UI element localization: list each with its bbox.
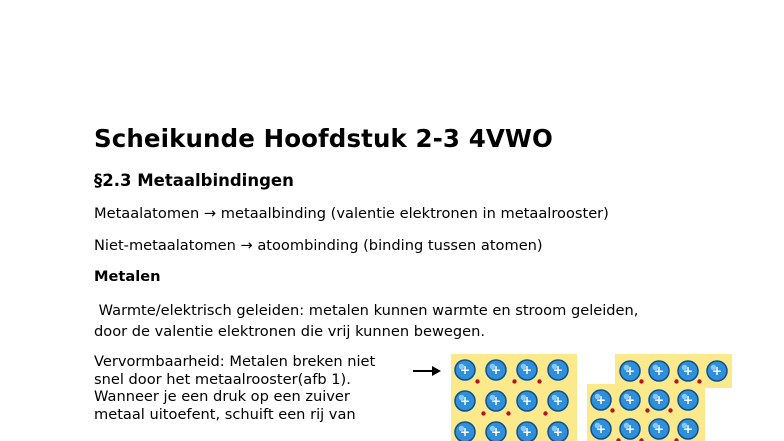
ion-charge-label: + [552, 363, 564, 377]
arrow-right-icon [412, 364, 442, 378]
electron-dot-icon [610, 408, 614, 412]
positive-ion-icon [649, 419, 669, 439]
ion-charge-label: + [552, 425, 564, 439]
electron-dot-icon [537, 379, 541, 383]
positive-ion-icon [486, 422, 506, 441]
ion-charge-label: + [490, 394, 502, 408]
positive-ion-icon [620, 390, 640, 410]
ion-charge-label: + [521, 425, 533, 439]
electron-dot-icon [475, 379, 479, 383]
ion-charge-label: + [653, 393, 665, 407]
positive-ion-icon [548, 391, 568, 411]
positive-ion-icon [649, 361, 669, 381]
paragraph-line: Vervormbaarheid: Metalen breken niet [94, 353, 376, 370]
paragraph-line: Wanneer je een druk op een zuiver [94, 388, 350, 405]
ion-charge-label: + [521, 394, 533, 408]
lattice-illustration [587, 384, 705, 441]
ion-charge-label: + [624, 393, 636, 407]
paragraph-line: metaal uitoefent, schuift een rij van [94, 405, 356, 423]
electron-dot-icon [506, 411, 510, 415]
positive-ion-icon [591, 390, 611, 410]
positive-ion-icon [620, 419, 640, 439]
paragraph-line: snel door het metaalrooster(afb 1). [94, 370, 351, 388]
section-heading: §2.3 Metaalbindingen [94, 171, 294, 190]
positive-ion-icon [678, 419, 698, 439]
positive-ion-icon [678, 390, 698, 410]
positive-ion-icon [455, 422, 475, 441]
ion-charge-label: + [521, 363, 533, 377]
positive-ion-icon [486, 391, 506, 411]
positive-ion-icon [591, 419, 611, 439]
paragraph-warmte [94, 300, 714, 342]
ion-charge-label: + [653, 422, 665, 436]
ion-charge-label: + [682, 422, 694, 436]
ion-charge-label: + [595, 393, 607, 407]
metal-lattice-image [451, 354, 577, 441]
paragraph-vervormbaarheid [94, 353, 414, 423]
ion-charge-label: + [459, 425, 471, 439]
positive-ion-icon [486, 360, 506, 380]
ion-charge-label: + [459, 394, 471, 408]
ion-charge-label: + [490, 425, 502, 439]
text-line-niet-metaalatomen: Niet-metaalatomen → atoombinding (binding tussen atomen) [94, 237, 543, 254]
lattice-illustration [615, 354, 732, 388]
ion-charge-label: + [490, 363, 502, 377]
ion-charge-label: + [459, 363, 471, 377]
electron-dot-icon [668, 408, 672, 412]
positive-ion-icon [548, 360, 568, 380]
positive-ion-icon [517, 422, 537, 441]
metal-lattice-shifted-bottom [587, 384, 705, 441]
ion-charge-label: + [552, 394, 564, 408]
metal-lattice-shifted-top [615, 354, 732, 388]
ion-charge-label: + [595, 422, 607, 436]
positive-ion-icon [455, 360, 475, 380]
positive-ion-icon [707, 361, 727, 381]
electron-dot-icon [512, 379, 516, 383]
lattice-illustration [451, 354, 577, 441]
positive-ion-icon [678, 361, 698, 381]
ion-charge-label: + [682, 393, 694, 407]
ion-charge-label: + [653, 364, 665, 378]
paragraph-line: door de valentie elektronen die vrij kunnen bewegen. [94, 323, 486, 340]
positive-ion-icon [620, 361, 640, 381]
positive-ion-icon [548, 422, 568, 441]
ion-charge-label: + [682, 364, 694, 378]
positive-ion-icon [649, 390, 669, 410]
electron-dot-icon [543, 411, 547, 415]
text-line-metaalatomen: Metaalatomen → metaalbinding (valentie elektronen in metaalrooster) [94, 205, 609, 222]
ion-charge-label: + [624, 364, 636, 378]
ion-charge-label: + [624, 422, 636, 436]
document-title: Scheikunde Hoofdstuk 2-3 4VWO [94, 124, 553, 153]
electron-dot-icon [481, 411, 485, 415]
positive-ion-icon [517, 391, 537, 411]
paragraph-line: Warmte/elektrisch geleiden: metalen kunnen warmte en stroom geleiden, [94, 302, 639, 319]
electron-dot-icon [645, 408, 649, 412]
positive-ion-icon [517, 360, 537, 380]
ion-charge-label: + [711, 364, 723, 378]
positive-ion-icon [455, 391, 475, 411]
subheading-metalen: Metalen [94, 268, 161, 285]
